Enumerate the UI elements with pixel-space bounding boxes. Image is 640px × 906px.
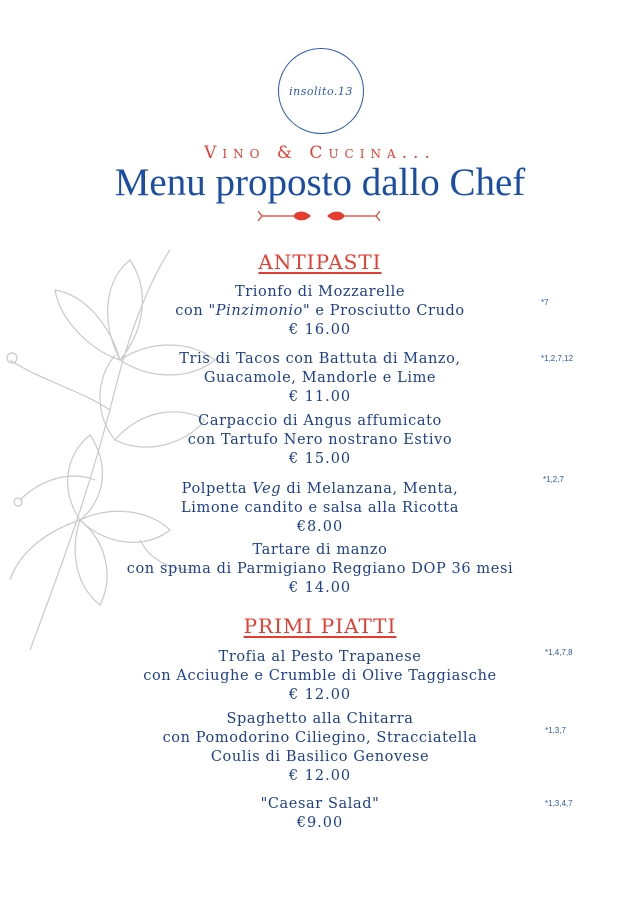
- dish-price: € 11.00: [288, 389, 352, 405]
- dish-name: "Caesar Salad": [260, 796, 380, 812]
- menu-item: [0, 283, 640, 340]
- menu-item: [0, 541, 640, 598]
- allergen-note: *1,3,7: [545, 726, 566, 735]
- allergen-note: *1,3,4,7: [545, 799, 573, 808]
- dish-description: con Tartufo Nero nostrano Estivo: [187, 432, 453, 448]
- dish-name: Spaghetto alla Chitarra: [226, 711, 414, 727]
- dish-price: €8.00: [296, 519, 344, 535]
- dish-description: con spuma di Parmigiano Reggiano DOP 36 mesi: [126, 561, 514, 577]
- menu-item: [0, 412, 640, 469]
- dish-price: €9.00: [296, 815, 344, 831]
- dish-description: Guacamole, Mandorle e Lime: [203, 370, 437, 386]
- header-kicker: Vino & Cucina...: [204, 143, 436, 163]
- dish-name: Trionfo di Mozzarelle: [234, 284, 405, 300]
- dish-description: con "Pinzimonio" e Prosciutto Crudo: [175, 303, 465, 319]
- dish-price: € 15.00: [288, 451, 352, 467]
- section-title-primi-piatti: PRIMI PIATTI: [243, 614, 397, 638]
- section-title-antipasti: ANTIPASTI: [258, 250, 382, 274]
- dish-description: con Pomodorino Ciliegino, Stracciatella: [162, 730, 478, 746]
- page-title: Menu proposto dallo Chef: [114, 161, 526, 204]
- menu-item: [0, 648, 640, 705]
- allergen-note: *1,4,7,8: [545, 648, 573, 657]
- dish-price: € 16.00: [288, 322, 352, 338]
- menu-item: [0, 795, 640, 833]
- allergen-note: *1,2,7,12: [541, 354, 574, 363]
- allergen-note: *1,2,7: [543, 475, 564, 484]
- dish-name: Carpaccio di Angus affumicato: [198, 413, 442, 429]
- dish-description: Coulis di Basilico Genovese: [210, 749, 430, 765]
- dish-description: con Acciughe e Crumble di Olive Taggiasche: [143, 668, 497, 684]
- dish-name: Trofia al Pesto Trapanese: [218, 649, 422, 665]
- dish-name: Tris di Tacos con Battuta di Manzo,: [179, 351, 461, 367]
- menu-item: [0, 480, 640, 537]
- logo-text: insolito.13: [289, 84, 353, 98]
- dish-price: € 12.00: [288, 768, 352, 784]
- dish-name: Polpetta Veg di Melanzana, Menta,: [181, 481, 459, 497]
- dish-price: € 14.00: [288, 580, 352, 596]
- allergen-note: *7: [541, 298, 549, 307]
- dish-name: Tartare di manzo: [252, 542, 388, 558]
- restaurant-logo: [278, 48, 364, 134]
- dish-description: Limone candito e salsa alla Ricotta: [181, 500, 459, 516]
- ornament-divider-icon: [258, 208, 380, 224]
- dish-price: € 12.00: [288, 687, 352, 703]
- menu-item: [0, 710, 640, 786]
